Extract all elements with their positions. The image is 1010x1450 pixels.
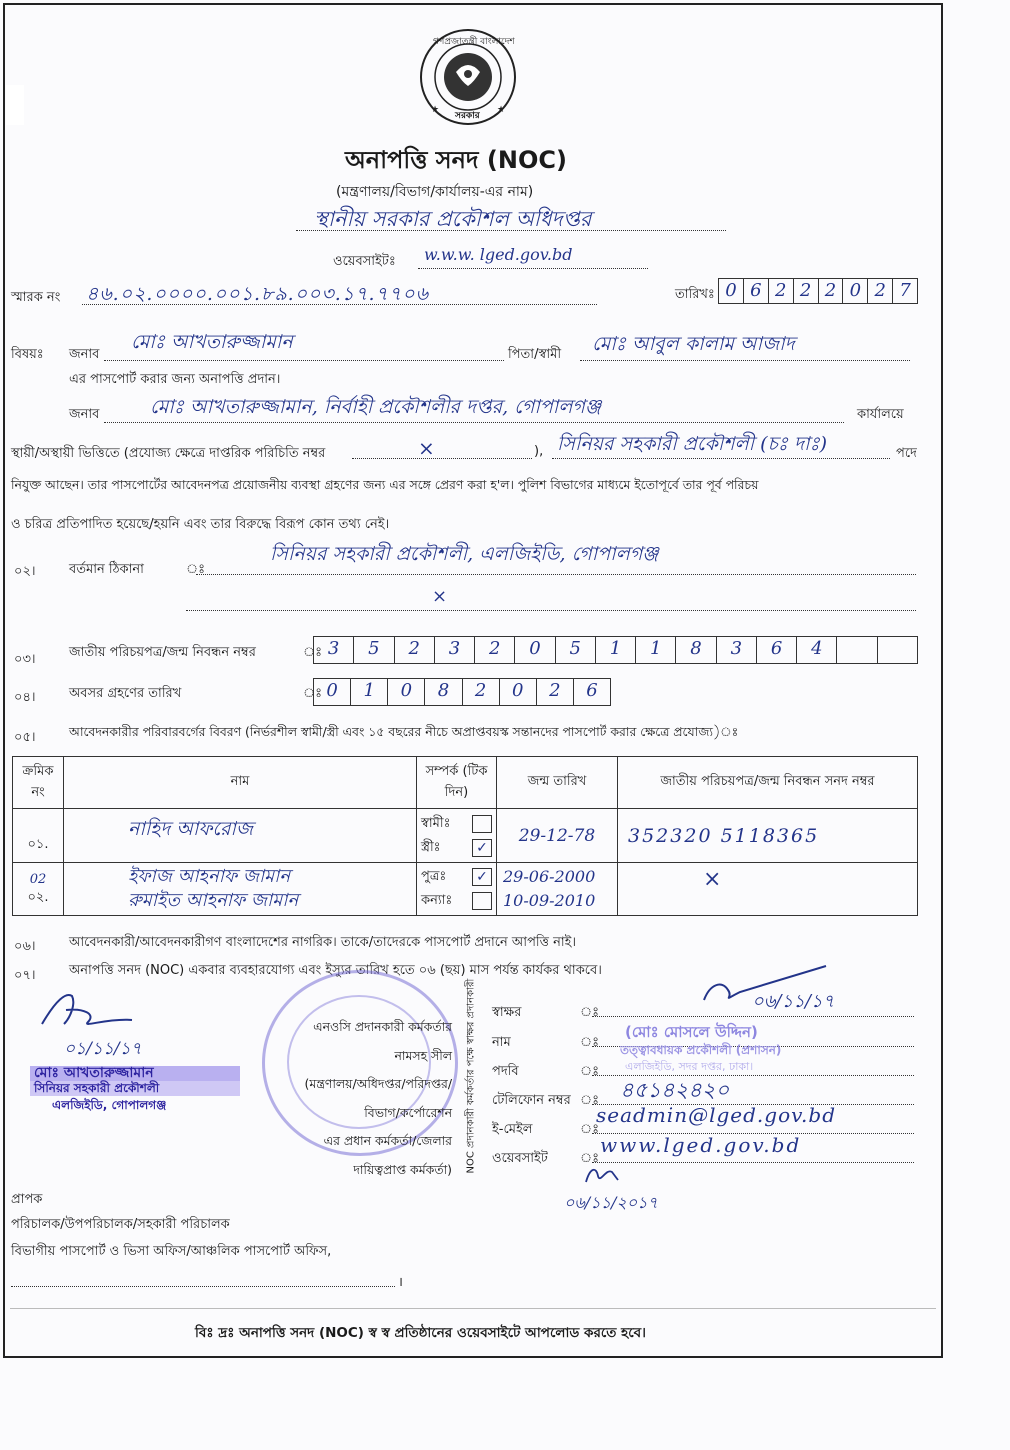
row2-rel1-label: পুত্রঃ <box>421 869 447 884</box>
father-label: পিতা/স্বামী <box>508 347 562 362</box>
signer-phone-label: টেলিফোন নম্বর <box>492 1093 571 1108</box>
retire-boxes <box>313 678 611 706</box>
applicant-name: মোঃ আখতারুজ্জামান <box>131 331 293 353</box>
svg-text:★: ★ <box>497 105 506 115</box>
row2-rel2-checkbox[interactable] <box>472 892 492 910</box>
item-07-number: ০৭। <box>14 968 36 983</box>
retire-digit: 0 <box>500 679 537 705</box>
memo-value: ৪৬.০২.০০০০.০০১.৮৯.০০৩.১৭.৭৭০৬ <box>86 283 429 305</box>
signer-post-label: পদবি <box>492 1064 519 1079</box>
official-id: × <box>418 436 435 460</box>
row1-rel2-checkbox[interactable]: ✓ <box>472 839 492 857</box>
nid-digit: 8 <box>676 637 716 663</box>
left-stamp-office: এলজিইডি, গোপালগঞ্জ <box>52 1098 167 1112</box>
nid-digit: 0 <box>515 637 555 663</box>
row1-dob: 29-12-78 <box>497 809 618 863</box>
signer-sig-label: স্বাক্ষর <box>492 1005 522 1020</box>
date-digit: 0 <box>719 279 744 303</box>
family-table <box>12 756 918 916</box>
present-address: সিনিয়র সহকারী প্রকৌশলী, এলজিইডি, গোপালগঞ্জ <box>270 543 659 565</box>
row2-name2: রুমাইত আহনাফ জামান <box>128 890 299 911</box>
signer-web-label: ওয়েবসাইট <box>492 1151 548 1166</box>
address-line2: × <box>432 586 448 607</box>
row2-name1: ইফাজ আহনাফ জামান <box>128 866 291 887</box>
colon: ঃ <box>580 1093 600 1108</box>
nid-digit: 6 <box>757 637 797 663</box>
col-name: নাম <box>64 757 417 809</box>
table-row <box>13 863 918 916</box>
nid-boxes <box>313 636 918 664</box>
retire-digit: 6 <box>586 680 598 701</box>
left-stamp-title: সিনিয়র সহকারী প্রকৌশলী <box>30 1081 240 1096</box>
subject-label: বিষয়ঃ <box>11 347 44 362</box>
row2-dob2: 10-09-2010 <box>503 891 596 910</box>
nid-digit: 5 <box>556 637 596 663</box>
colon: ঃ <box>580 1151 600 1166</box>
colon: ঃ <box>580 1122 600 1137</box>
colon: ঃ <box>580 1035 600 1050</box>
row1-nid: 352320 5118365 <box>618 809 918 863</box>
body-janab: জনাব <box>69 407 100 422</box>
colon: ঃ <box>580 1005 600 1020</box>
subject-janab: জনাব <box>69 347 100 362</box>
retire-label: অবসর গ্রহণের তারিখ <box>69 686 182 701</box>
family-label: আবেদনকারীর পরিবারবর্গের বিবরণ (নির্ভরশীল স্বামী/স্ত্রী এবং ১৫ বছরের নীচে অপ্রাপ্তবয়স্ক সন্তানদের পাসপোর্ট করার ক্ষেত্রে প্রযোজ্য)ঃ <box>69 724 739 739</box>
subject-line2: এর পাসপোর্ট করার জন্য অনাপত্তি প্রদান। <box>69 372 281 387</box>
name-office: মোঃ আখতারুজ্জামান, নির্বাহী প্রকৌশলীর দপ্তর, গোপালগঞ্জ <box>150 396 602 418</box>
father-name: মোঃ আবুল কালাম আজাদ <box>592 333 795 355</box>
emblem-top-text: গণপ্রজাতন্ত্রী বাংলাদেশ <box>433 37 515 47</box>
signer-name-label: নাম <box>492 1035 511 1050</box>
colon: ঃ <box>580 1064 600 1079</box>
nid-digit: 3 <box>717 637 757 663</box>
row2-rel2-label: কন্যাঃ <box>421 893 453 908</box>
row1-serial: ০১. <box>13 809 64 863</box>
nid-digit: 5 <box>354 637 394 663</box>
signer-stamp-title: তত্ত্বাবধায়ক প্রকৌশলী (প্রশাসন) <box>620 1043 782 1057</box>
punch-hole <box>6 85 24 125</box>
signer-phone: ৪৫১৪২৪২০ <box>620 1078 730 1102</box>
item-06-number: ০৬। <box>14 939 36 954</box>
item-04-number: ০৪। <box>14 690 36 705</box>
authority-line: বিভাগ/কর্পোরেশন <box>364 1104 452 1120</box>
recipient-end: । <box>398 1275 403 1290</box>
nid-digit: 1 <box>596 637 636 663</box>
nid-digit: 1 <box>636 637 676 663</box>
karyaloye-label: কার্যালয়ে <box>857 407 904 422</box>
authority-line: নামসহ সীল <box>394 1047 452 1063</box>
nid-digit: 4 <box>797 637 837 663</box>
authority-line: দায়িত্বপ্রাপ্ত কর্মকর্তা) <box>353 1161 452 1177</box>
row2-nid: × <box>618 863 918 916</box>
signer-email: seadmin@lged.gov.bd <box>596 1103 836 1127</box>
pode-label: পদে <box>896 446 917 461</box>
recipient-line1: পরিচালক/উপপরিচালক/সহকারী পরিচালক <box>11 1217 230 1232</box>
paragraph-2: নিযুক্ত আছেন। তার পাসপোর্টের আবেদনপত্র প্রয়োজনীয় ব্যবস্থা গ্রহণের জন্য এর সঙ্গে প্রেরণ করা হ'ল। পুলিশ বিভাগের মাধ্যমে ইতোপূর্বে তার পূর্ব পরিচয় <box>11 477 759 492</box>
col-serial: ক্রমিক নং <box>13 757 64 809</box>
office-subtitle: (মন্ত্রণালয়/বিভাগ/কার্যালয়-এর নাম) <box>336 184 534 200</box>
officer-stamp-left <box>30 1066 240 1113</box>
date-digit: 2 <box>868 279 893 303</box>
date-digit: 7 <box>899 280 911 301</box>
left-sign-date: ০১/১১/১৭ <box>64 1039 142 1059</box>
nid-digit: 3 <box>314 637 354 663</box>
website-label: ওয়েবসাইটঃ <box>333 254 396 269</box>
retire-digit: 2 <box>537 679 574 705</box>
row1-name: নাহিদ আফরোজ <box>64 809 417 863</box>
footer-note: বিঃ দ্রঃ অনাপত্তি সনদ (NOC) স্ব স্ব প্রতিষ্ঠানের ওয়েবসাইটে আপলোড করতে হবে। <box>195 1325 646 1341</box>
address-label: বর্তমান ঠিকানা <box>69 562 144 577</box>
row1-rel1-checkbox[interactable] <box>472 815 492 833</box>
col-relation: সম্পর্ক (টিক দিন) <box>417 757 497 809</box>
initial-mark <box>582 1162 622 1192</box>
item-07-text: অনাপত্তি সনদ (NOC) একবার ব্যবহারযোগ্য এবং ইস্যুর তারিখ হতে ০৬ (ছয়) মাস পর্যন্ত কার্যকর থাকবে। <box>69 963 602 978</box>
nid-digit: 2 <box>475 637 515 663</box>
signer-stamp-office: এলজিইডি, সদর দপ্তর, ঢাকা। <box>625 1060 754 1073</box>
designation: সিনিয়র সহকারী প্রকৌশলী (চঃ দাঃ) <box>557 433 827 455</box>
authority-line: এনওসি প্রদানকারী কর্মকর্তার <box>313 1019 452 1034</box>
memo-label: স্মারক নং <box>11 290 61 305</box>
item-06-text: আবেদনকারী/আবেদনকারীগণ বাংলাদেশের নাগরিক। তাকে/তাদেরকে পাসপোর্ট প্রদানে আপত্তি নাই। <box>69 935 577 950</box>
permanency-label: স্থায়ী/অস্থায়ী ভিত্তিতে (প্রযোজ্য ক্ষেত্রে দাপ্তরিক পরিচিতি নম্বর <box>11 446 326 461</box>
row1-rel1-label: স্বামীঃ <box>421 815 451 831</box>
svg-text:★: ★ <box>431 105 440 115</box>
nid-digit <box>878 637 917 663</box>
retire-digit: 1 <box>351 679 388 705</box>
signer-sig-date: ০৬/১১/১৭ <box>752 991 835 1012</box>
date-boxes <box>718 278 918 304</box>
item-05-number: ০৫। <box>14 730 36 745</box>
website-value: w.w.w. lged.gov.bd <box>424 245 573 264</box>
table-row <box>13 809 918 863</box>
nid-label: জাতীয় পরিচয়পত্র/জন্ম নিবন্ধন নম্বর <box>69 645 256 660</box>
row1-rel2-label: স্ত্রীঃ <box>421 839 441 855</box>
date-digit: 2 <box>769 279 794 303</box>
authority-block <box>232 1013 452 1184</box>
signer-email-label: ই-মেইল <box>492 1122 533 1137</box>
authority-vertical-text: NOC প্রদানকারী কর্মকর্তার পক্ষে স্বাক্ষর প্রদানকারী <box>465 978 477 1174</box>
authority-line: এর প্রধান কর্মকর্তা/জেলার <box>323 1133 452 1148</box>
retire-digit: 8 <box>425 679 462 705</box>
item-02-number: ০২। <box>14 564 36 579</box>
authority-line: (মন্ত্রণালয়/অধিদপ্তর/পরিদপ্তর/ <box>304 1076 452 1091</box>
date-digit: 0 <box>843 279 868 303</box>
signer-initial-date: ০৬/১১/২০১৭ <box>564 1193 658 1212</box>
paragraph-3: ও চরিত্র প্রতিপাদিত হয়েছে/হয়নি এবং তার বিরুদ্ধে বিরূপ কোন তথ্য নেই। <box>11 517 390 532</box>
row2-rel1-checkbox[interactable]: ✓ <box>472 868 492 886</box>
government-emblem <box>419 28 517 126</box>
item-03-number: ০৩। <box>14 652 36 667</box>
nid-digit: 3 <box>435 637 475 663</box>
close-paren: ), <box>534 444 544 459</box>
retire-colon: ঃ <box>303 686 323 701</box>
nid-digit <box>837 637 877 663</box>
retire-digit: 2 <box>463 679 500 705</box>
signer-web: www.lged.gov.bd <box>600 1133 802 1157</box>
retire-digit: 0 <box>388 679 425 705</box>
signer-stamp-name: (মোঃ মোসলে উদ্দিন) <box>625 1023 758 1041</box>
office-name: স্থানীয় সরকার প্রকৌশল অধিদপ্তর <box>314 207 592 231</box>
col-dob: জন্ম তারিখ <box>497 757 618 809</box>
row2-serial: ০২. <box>27 890 49 905</box>
document-title: অনাপত্তি সনদ (NOC) <box>345 146 567 174</box>
left-stamp-name: মোঃ আখতারুজ্জামান <box>30 1066 240 1081</box>
address-colon: ঃ <box>186 562 206 577</box>
retire-digit: 0 <box>314 679 351 705</box>
date-digit: 2 <box>794 279 819 303</box>
date-digit: 2 <box>819 279 844 303</box>
row2-dob1: 29-06-2000 <box>503 867 596 886</box>
col-nid: জাতীয় পরিচয়পত্র/জন্ম নিবন্ধন সনদ নম্বর <box>618 757 918 809</box>
emblem-bottom-text: সরকার <box>455 111 480 121</box>
nid-colon: ঃ <box>303 645 323 660</box>
date-label: তারিখঃ <box>675 287 715 302</box>
nid-digit: 2 <box>395 637 435 663</box>
date-digit: 6 <box>744 279 769 303</box>
row2-serial-handwritten: 02 <box>29 872 47 887</box>
footer-separator <box>10 1308 936 1309</box>
recipient-label: প্রাপক <box>11 1192 43 1207</box>
recipient-line2: বিভাগীয় পাসপোর্ট ও ভিসা অফিস/আঞ্চলিক পাসপোর্ট অফিস, <box>11 1244 332 1259</box>
